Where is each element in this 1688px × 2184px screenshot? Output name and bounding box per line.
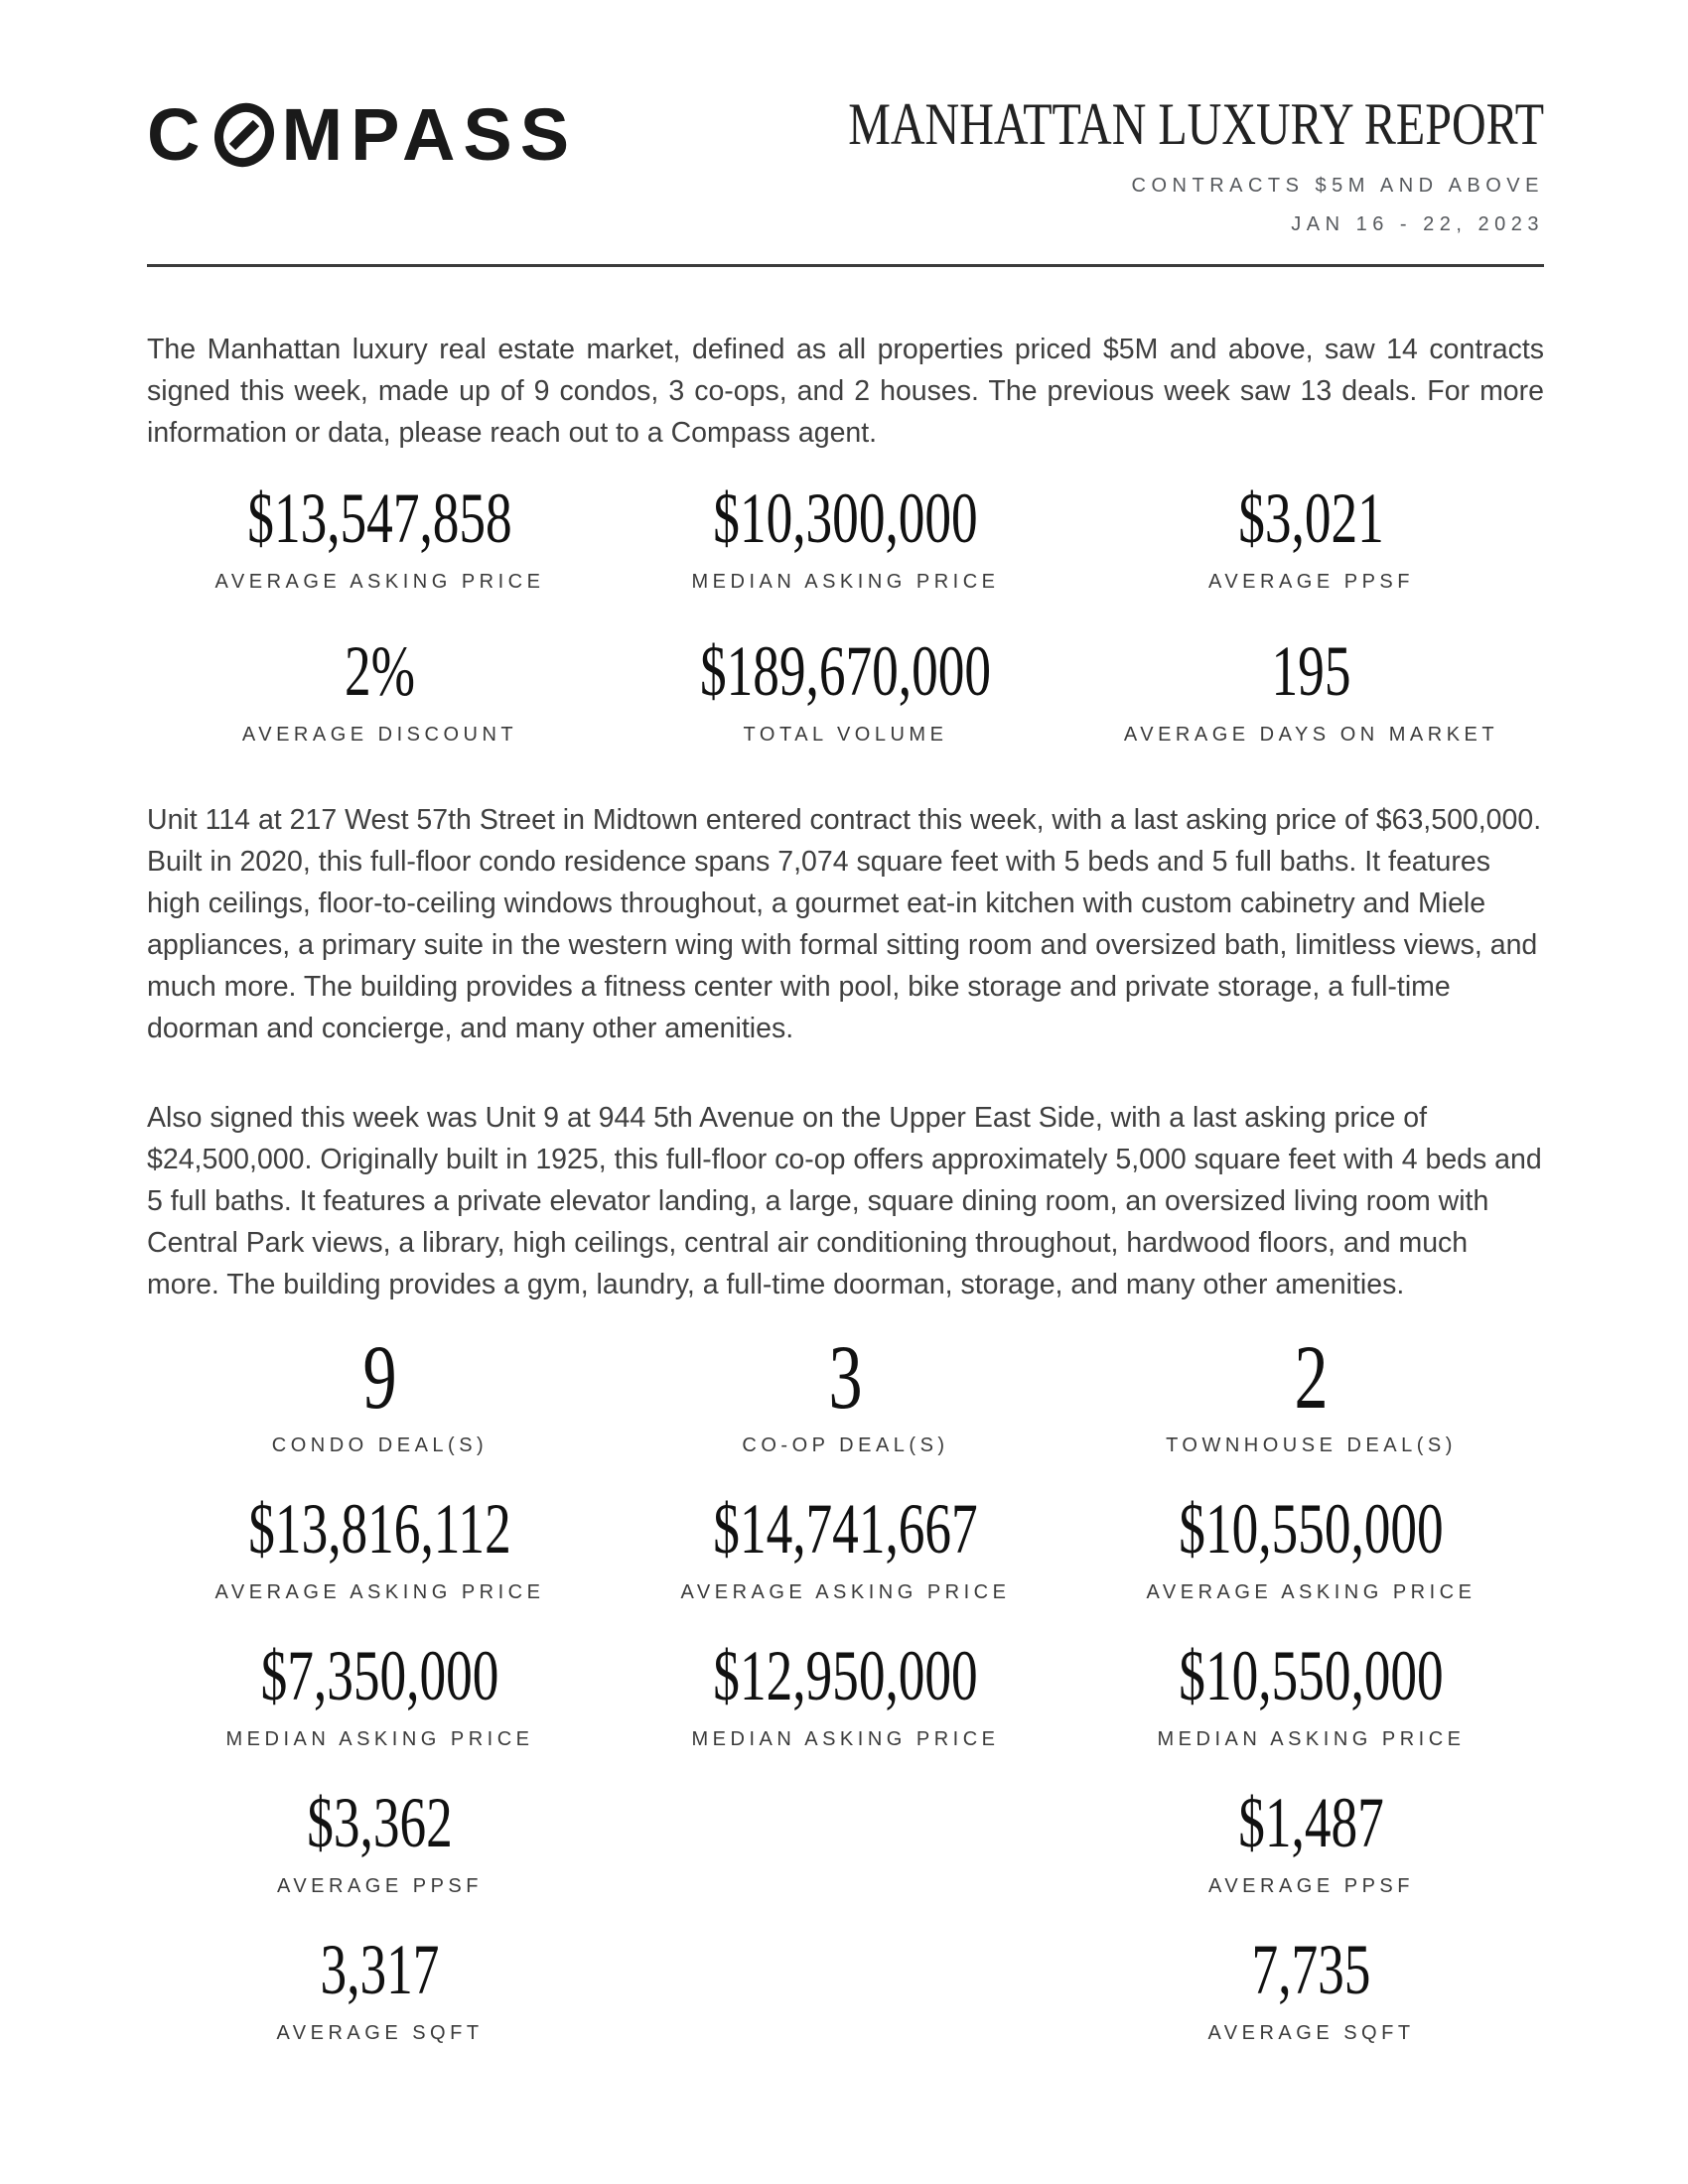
stat-value: $1,487 — [1238, 1783, 1384, 1862]
stat-value: $7,350,000 — [260, 1636, 499, 1715]
stat-townhouse-average-ppsf — [1078, 1783, 1544, 1897]
stat-value: $12,950,000 — [713, 1636, 978, 1715]
stat-label: MEDIAN ASKING PRICE — [1157, 1728, 1466, 1750]
stat-median-asking-price — [613, 478, 1078, 593]
stat-value: $3,362 — [307, 1783, 453, 1862]
stat-condo-average-ppsf — [147, 1783, 613, 1897]
stat-value: $10,300,000 — [713, 478, 978, 558]
stat-coop-average-asking-price — [613, 1489, 1078, 1603]
market-summary-stats-row-1 — [147, 478, 1544, 593]
stat-label: AVERAGE PPSF — [276, 1875, 483, 1897]
segment-stats-grid — [147, 1326, 1544, 2044]
stat-value: $14,741,667 — [713, 1489, 978, 1569]
stat-label: AVERAGE ASKING PRICE — [680, 1581, 1011, 1603]
stat-label: AVERAGE ASKING PRICE — [214, 571, 545, 593]
stat-label: AVERAGE PPSF — [1207, 1875, 1414, 1897]
stat-label: TOWNHOUSE DEAL(S) — [1166, 1434, 1457, 1456]
stat-average-discount — [147, 631, 613, 746]
stat-value: 195 — [1271, 631, 1351, 711]
stat-label: MEDIAN ASKING PRICE — [691, 1728, 1000, 1750]
header — [0, 0, 1688, 236]
stat-label: AVERAGE SQFT — [1207, 2022, 1415, 2044]
report-subtitle: CONTRACTS $5M AND ABOVE — [1131, 175, 1544, 197]
stat-label: MEDIAN ASKING PRICE — [691, 571, 1000, 593]
stat-label: AVERAGE DAYS ON MARKET — [1123, 724, 1499, 746]
stat-label: CO-OP DEAL(S) — [742, 1434, 949, 1456]
stat-townhouse-median-asking-price — [1078, 1636, 1544, 1750]
stat-townhouse-deals — [1078, 1326, 1544, 1456]
stat-label: AVERAGE DISCOUNT — [241, 724, 518, 746]
stat-label: AVERAGE ASKING PRICE — [1146, 1581, 1477, 1603]
stat-label: MEDIAN ASKING PRICE — [225, 1728, 534, 1750]
report-date-range: JAN 16 - 22, 2023 — [1291, 213, 1544, 235]
stat-value: 9 — [362, 1326, 397, 1428]
stat-average-asking-price — [147, 478, 613, 593]
stat-label: AVERAGE ASKING PRICE — [214, 1581, 545, 1603]
stat-total-volume — [613, 631, 1078, 746]
market-summary-stats-row-2 — [147, 631, 1544, 746]
stat-value: $3,021 — [1238, 478, 1384, 558]
empty-cell — [613, 1796, 1078, 1897]
stat-value: 7,735 — [1251, 1930, 1371, 2009]
stat-value: 3,317 — [320, 1930, 440, 2009]
stat-value: $13,816,112 — [248, 1489, 511, 1569]
stat-value: $189,670,000 — [699, 631, 992, 711]
featured-listing-paragraph-2: Also signed this week was Unit 9 at 944 5th Avenue on the Upper East Side, with a last asking price of $24,500,000. Originally built in 1925, this full-floor co-op offers approximately 5,000 square feet with 4 beds and 5 full baths. It features a private elevator landing, a large, square dining room, an oversized living room with Central Park views, a library, high ceilings, central air conditioning throughout, hardwood floors, and much more. The building provides a gym, laundry, a full-time doorman, storage, and many other amenities. — [147, 1102, 1542, 1300]
stat-value: 3 — [828, 1326, 863, 1428]
report-title: MANHATTAN LUXURY REPORT — [848, 91, 1544, 157]
featured-listing-paragraph-1: Unit 114 at 217 West 57th Street in Midtown entered contract this week, with a last asking price of $63,500,000. Built in 2020, this full-floor condo residence spans 7,074 square feet with 5 beds and 5 full baths. It features high ceilings, floor-to-ceiling windows throughout, a gourmet eat-in kitchen with custom cabinetry and Miele appliances, a primary suite in the western wing with formal sitting room and oversized bath, limitless views, and much more. The building provides a fitness center with pool, bike storage and private storage, a full-time doorman and concierge, and many other amenities. — [147, 804, 1542, 1044]
empty-cell — [613, 1943, 1078, 2044]
stat-coop-deals — [613, 1326, 1078, 1456]
stat-value: $13,547,858 — [247, 478, 512, 558]
stat-coop-median-asking-price — [613, 1636, 1078, 1750]
stat-condo-average-asking-price — [147, 1489, 613, 1603]
stat-label: AVERAGE SQFT — [276, 2022, 484, 2044]
stat-label: TOTAL VOLUME — [743, 724, 948, 746]
stat-townhouse-average-sqft — [1078, 1930, 1544, 2044]
logo-letter-c: C — [147, 93, 209, 176]
stat-label: CONDO DEAL(S) — [271, 1434, 489, 1456]
stat-value: $10,550,000 — [1179, 1489, 1444, 1569]
stat-condo-average-sqft — [147, 1930, 613, 2044]
stat-value: 2 — [1294, 1326, 1329, 1428]
stat-townhouse-average-asking-price — [1078, 1489, 1544, 1603]
stat-value: 2% — [344, 631, 416, 711]
logo-letters-mpass: MPASS — [281, 93, 578, 176]
stat-average-days-on-market — [1078, 631, 1544, 746]
stat-value: $10,550,000 — [1179, 1636, 1444, 1715]
report-masthead — [674, 91, 1544, 236]
compass-logo — [147, 93, 578, 176]
header-divider — [147, 264, 1544, 267]
compass-needle-icon — [211, 102, 277, 168]
stat-condo-median-asking-price — [147, 1636, 613, 1750]
stat-average-ppsf — [1078, 478, 1544, 593]
stat-condo-deals — [147, 1326, 613, 1456]
stat-label: AVERAGE PPSF — [1207, 571, 1414, 593]
intro-paragraph: The Manhattan luxury real estate market, defined as all properties priced $5M and above, saw 14 contracts signed this week, made up of 9 condos, 3 co-ops, and 2 houses. The previous week saw 13 deals. For more information or data, please reach out to a Compass agent. — [147, 334, 1544, 449]
